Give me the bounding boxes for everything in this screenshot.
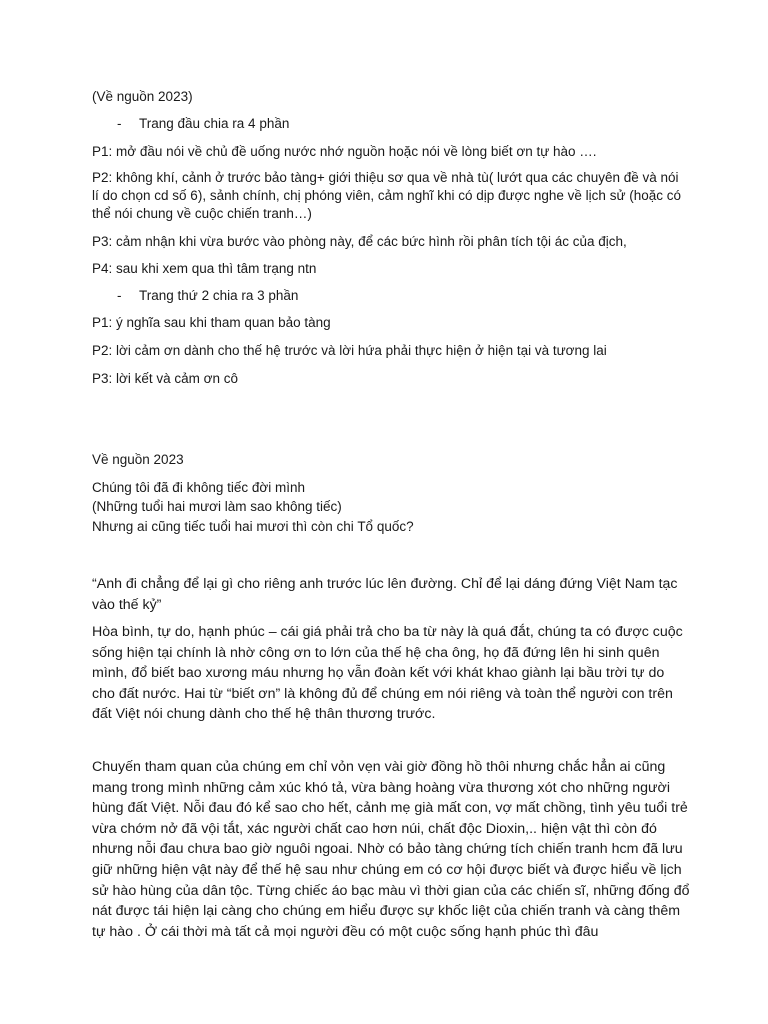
essay-title: Về nguồn 2023	[92, 452, 184, 467]
outline-p4: P4: sau khi xem qua thì tâm trạng ntn	[92, 261, 317, 276]
outline-q1: P1: ý nghĩa sau khi tham quan bảo tàng	[92, 315, 331, 330]
outline-heading: (Về nguồn 2023)	[92, 89, 193, 104]
outline-q3: P3: lời kết và cảm ơn cô	[92, 371, 239, 386]
essay-quote: “Anh đi chẳng để lại gì cho riêng anh trước lúc lên đường. Chỉ để lại dáng đứng Việt Nam tạc vào thế kỷ”	[92, 576, 678, 613]
outline-p2: P2: không khí, cảnh ở trước bảo tàng+ giới thiệu sơ qua về nhà tù( lướt qua các chuyên đề và nói lí do chọn cd số 6), sảnh chính, chị phóng viên, cảm nghĩ khi có dịp được nghe về lịch sử (hoặc có thể nói chung về cuộc chiến tranh…)	[92, 170, 682, 221]
essay-paragraph-1: Hòa bình, tự do, hạnh phúc – cái giá phải trả cho ba từ này là quá đắt, chúng ta có được cuộc sống hiện tại chính là nhờ công ơn to lớn của thế hệ cha ông, họ đã đứng lên hi sinh quên mình, đổ biết bao xương máu nhưng họ vẫn đoàn kết với khát khao giành lại bầu trời tự do cho đất nước. Hai từ “biết ơn” là không đủ để chúng em nói riêng và toàn thể người con trên đất Việt nói chung dành cho thế hệ thân thương trước.	[92, 624, 683, 723]
poem-line-3: Nhưng ai cũng tiếc tuổi hai mươi thì còn chi Tổ quốc?	[92, 519, 414, 534]
poem-line-1: Chúng tôi đã đi không tiếc đời mình	[92, 480, 305, 495]
outline-bullet-1: Trang đầu chia ra 4 phần	[139, 116, 290, 131]
outline-p3: P3: cảm nhận khi vừa bước vào phòng này, để các bức hình rồi phân tích tội ác của địch,	[92, 234, 627, 249]
outline-p1: P1: mở đầu nói về chủ đề uống nước nhớ nguồn hoặc nói về lòng biết ơn tự hào ….	[92, 144, 597, 159]
poem-line-2: (Những tuổi hai mươi làm sao không tiếc)	[92, 499, 342, 514]
bullet-dash-1: -	[117, 116, 122, 131]
bullet-dash-2: -	[117, 288, 122, 303]
outline-bullet-2: Trang thứ 2 chia ra 3 phần	[139, 288, 299, 303]
outline-q2: P2: lời cảm ơn dành cho thế hệ trước và lời hứa phải thực hiện ở hiện tại và tương lai	[92, 343, 607, 358]
essay-paragraph-2: Chuyến tham quan của chúng em chỉ vỏn vẹn vài giờ đồng hồ thôi nhưng chắc hẳn ai cũng mang trong mình những cảm xúc khó tả, vừa bàng hoàng vừa thương xót cho những người hùng đất Việt. Nỗi đau đó kể sao cho hết, cảnh mẹ già mất con, vợ mất chồng, tình yêu tuổi trẻ vừa chớm nở đã vội tắt, xác người chất cao hơn núi, chất độc Dioxin,.. hiện vật thì còn đó nhưng nỗi đau chưa bao giờ nguôi ngoai. Nhờ có bảo tàng chứng tích chiến tranh hcm đã lưu giữ những hiện vật này để thế hệ sau như chúng em có cơ hội được biết và được hiểu về lịch sử hào hùng của dân tộc. Từng chiếc áo bạc màu vì thời gian của các chiến sĩ, những đống đổ nát được tái hiện lại càng cho chúng em hiểu được sự khốc liệt của chiến tranh và càng thêm tự hào . Ở cái thời mà tất cả mọi người đều có một cuộc sống hạnh phúc thì đâu	[92, 759, 690, 940]
